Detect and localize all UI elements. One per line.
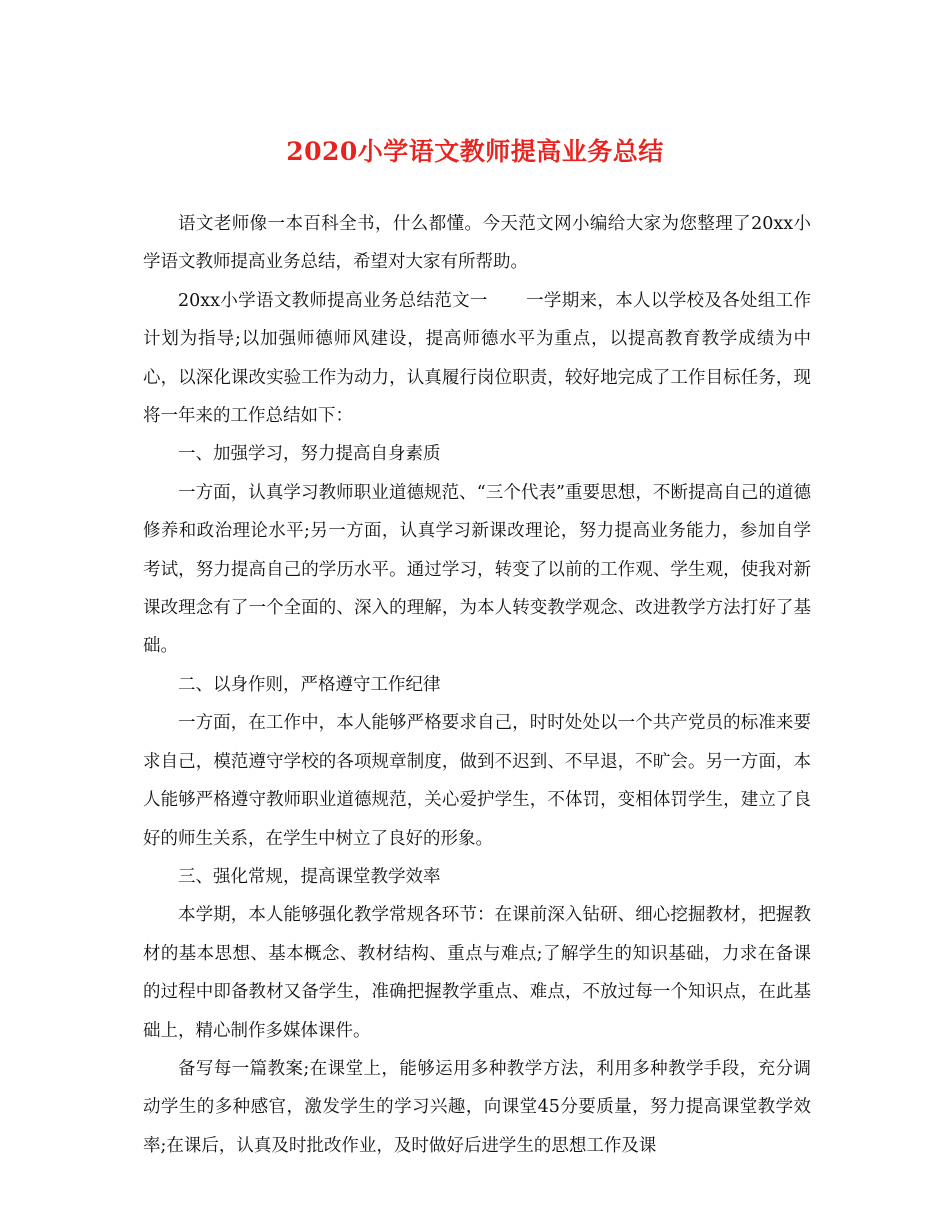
section-heading-1: 一、加强学习，努力提高自身素质 <box>178 444 441 465</box>
document-body <box>143 205 811 1165</box>
sample-text: 一学期来，本人以学校及各处组工作计划为指导;以加强师德师风建设，提高师德水平为重点，以提高教育教学成绩为中心，以深化课改实验工作为动力，认真履行岗位职责，较好地完成了工作目标任务，现将一年来的工作总结如下： <box>143 290 811 427</box>
section-paragraph-3: 本学期，本人能够强化教学常规各环节：在课前深入钻研、细心挖掘教材，把握教材的基本思想、基本概念、教材结构、重点与难点;了解学生的知识基础，力求在备课的过程中即备教材又备学生，准确把握教学重点、难点，不放过每一个知识点，在此基础上，精心制作多媒体课件。 <box>143 905 811 1041</box>
section-paragraph-4: 备写每一篇教案;在课堂上，能够运用多种教学方法，利用多种教学手段，充分调动学生的多种感官，激发学生的学习兴趣，向课堂45分要质量，努力提高课堂教学效率;在课后，认真及时批改作业，及时做好后进学生的思想工作及课 <box>143 1058 811 1156</box>
section-heading-2: 二、以身作则，严格遵守工作纪律 <box>178 674 441 695</box>
section-heading-3: 三、强化常规，提高课堂教学效率 <box>178 866 441 887</box>
document-title: 2020小学语文教师提高业务总结 <box>286 137 664 166</box>
section-paragraph-1: 一方面，认真学习教师职业道德规范、“三个代表”重要思想，不断提高自己的道德修养和政治理论水平;另一方面，认真学习新课改理论，努力提高业务能力，参加自学考试，努力提高自己的学历水平。通过学习，转变了以前的工作观、学生观，使我对新课改理念有了一个全面的、深入的理解，为本人转变教学观念、改进教学方法打好了基础。 <box>143 482 811 657</box>
sample-paragraph <box>143 282 811 436</box>
sample-heading: 20xx小学语文教师提高业务总结范文一 <box>178 290 488 311</box>
intro-paragraph: 语文老师像一本百科全书，什么都懂。今天范文网小编给大家为您整理了20xx小学语文教师提高业务总结，希望对大家有所帮助。 <box>143 214 811 273</box>
section-paragraph-2: 一方面，在工作中，本人能够严格要求自己，时时处处以一个共产党员的标准来要求自己，模范遵守学校的各项规章制度，做到不迟到、不早退，不旷会。另一方面，本人能够严格遵守教师职业道德规范，关心爱护学生，不体罚，变相体罚学生，建立了良好的师生关系，在学生中树立了良好的形象。 <box>143 713 811 849</box>
